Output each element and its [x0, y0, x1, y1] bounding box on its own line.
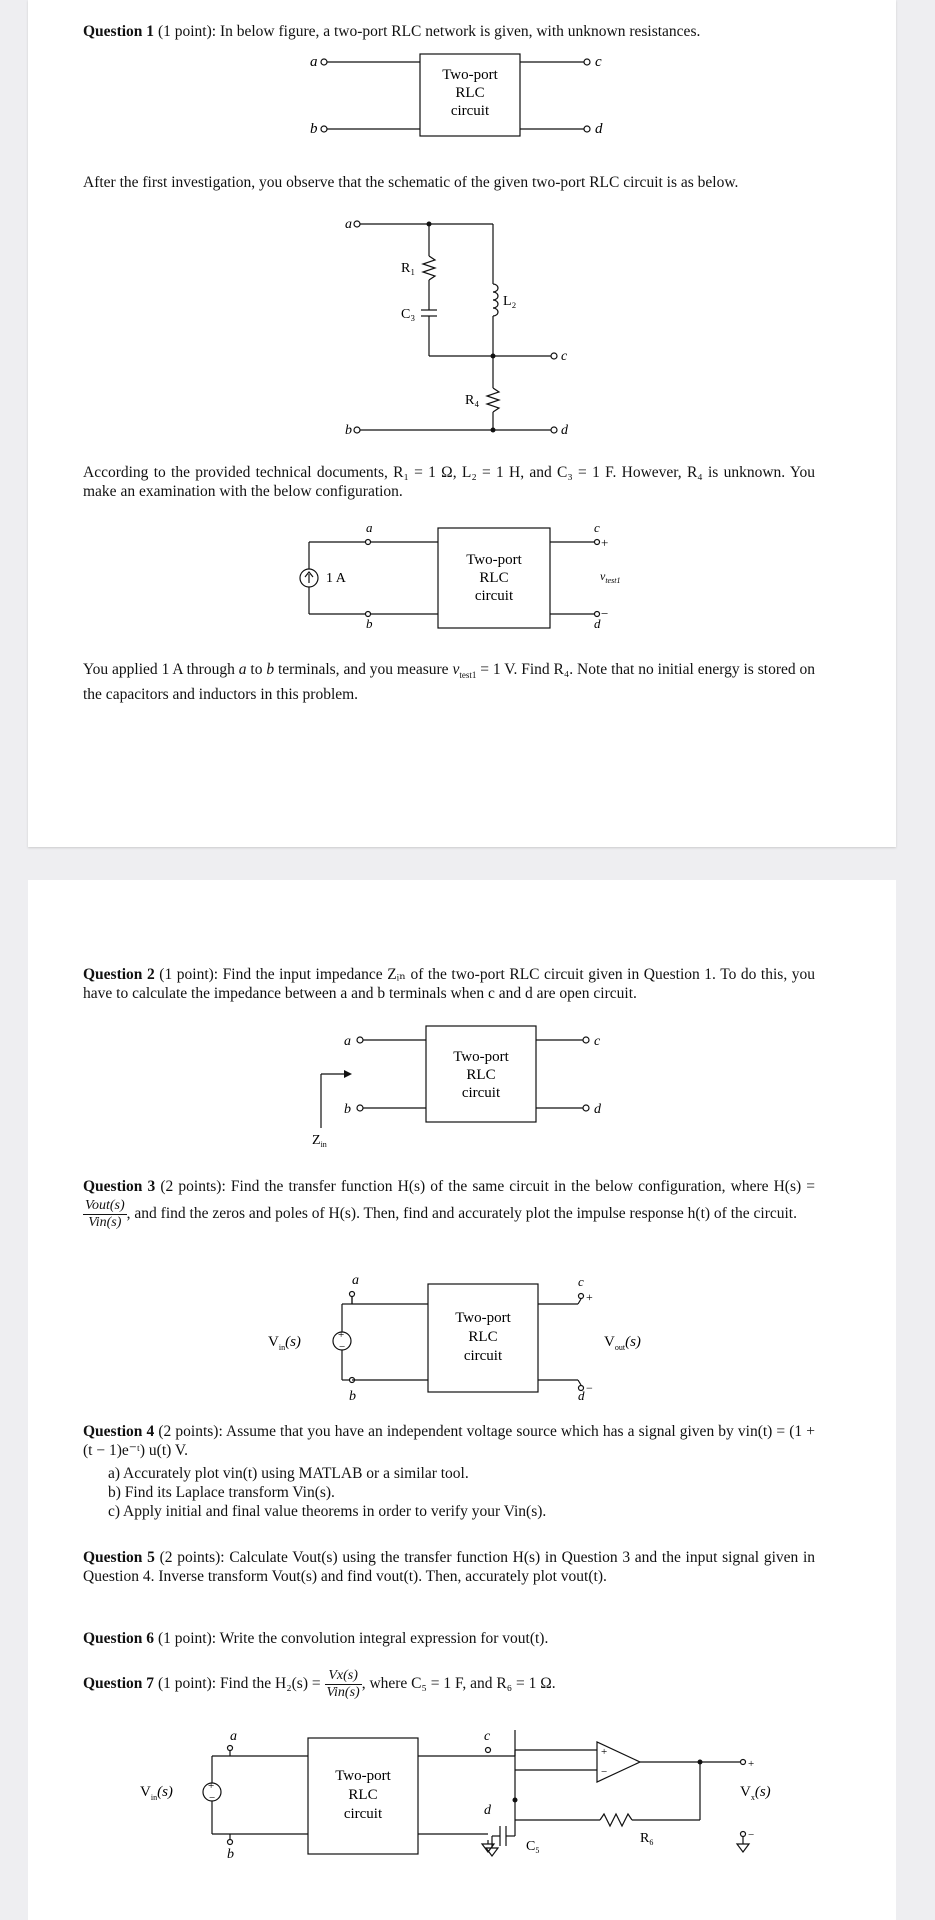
- schematic-terminal-d: d: [561, 423, 568, 438]
- svg-text:b: b: [349, 1389, 356, 1402]
- test-terminal-c: c: [594, 522, 600, 535]
- svg-text:a: a: [230, 1730, 237, 1744]
- test-terminal-d: d: [594, 616, 601, 631]
- plus-sign: +: [601, 535, 609, 550]
- svg-text:−: −: [601, 1766, 608, 1778]
- figure-two-port-basic: [310, 46, 610, 141]
- figure-zin: [308, 1020, 628, 1150]
- box-label-3: circuit: [450, 103, 490, 119]
- q5-statement: Question 5 (2 points): Calculate Vout(s) using the transfer function H(s) in Question 3 and the input signal given in Question 4. Inverse transform Vout(s) and find vout(t). Then, accurately plot vout(t).: [83, 1549, 816, 1585]
- svg-text:c: c: [578, 1274, 584, 1289]
- schematic-terminal-c: c: [561, 349, 568, 364]
- svg-text:RLC: RLC: [348, 1787, 378, 1803]
- svg-text:+: +: [208, 1780, 215, 1792]
- test-terminal-b: b: [366, 616, 373, 631]
- svg-text:RLC: RLC: [468, 1329, 498, 1345]
- svg-text:Two-port: Two-port: [335, 1768, 391, 1784]
- q1-points: (1 point):: [157, 23, 217, 40]
- test-terminal-a: a: [366, 522, 373, 535]
- q4-statement: Question 4 (2 points): Assume that you have an independent voltage source which has a signal given by vin(t) = (1 + (t − 1)e⁻ᵗ) u(t) V.: [83, 1423, 815, 1459]
- r1-label: R₁: [401, 261, 416, 276]
- figure-opamp-config: [140, 1730, 800, 1860]
- q4-item-a: a) Accurately plot vin(t) using MATLAB or a similar tool.: [108, 1465, 469, 1482]
- zin-terminal-c: c: [594, 1034, 601, 1049]
- svg-text:RLC: RLC: [466, 1067, 496, 1083]
- svg-text:−: −: [748, 1829, 755, 1841]
- svg-text:d: d: [484, 1803, 491, 1818]
- svg-text:c: c: [484, 1730, 491, 1744]
- q1-statement: [83, 22, 815, 41]
- zin-terminal-b: b: [344, 1102, 351, 1117]
- q2-statement: Question 2 (1 point): Find the input impedance Zᵢₙ of the two-port RLC circuit given in Question 1. To do this, you have to calculate the impedance between a and b terminals when c and d are open circuit.: [83, 966, 816, 1002]
- vout-label: $V_{out}(s)$: [604, 1334, 641, 1352]
- svg-text:+: +: [748, 1758, 755, 1770]
- box-label-2: RLC: [455, 85, 485, 101]
- svg-text:circuit: circuit: [343, 1806, 383, 1822]
- svg-text:b: b: [227, 1847, 234, 1860]
- r6-label: $R_6$: [640, 1831, 654, 1847]
- svg-text:−: −: [586, 1381, 593, 1395]
- zin-label: $Z_{in}$: [312, 1133, 327, 1149]
- q1-text: In below figure, a two-port RLC network is given, with unknown resistances.: [219, 23, 701, 40]
- test-box-label-3: circuit: [474, 588, 514, 604]
- vx-label: $V_x(s)$: [740, 1784, 771, 1802]
- q7-fraction: $\frac{Vx(s)}{\text{Vin(s)}}$: [326, 1668, 360, 1700]
- q4-item-b: b) Find its Laplace transform Vin(s).: [108, 1484, 335, 1501]
- q1-applied: You applied 1 A through a to b terminals, and you measure $v_{test1} = 1$ V. Find R₄. Note that no initial energy is stored on the capacitors and inductors in this problem.: [83, 661, 816, 704]
- q1-investigation: After the first investigation, you observe that the schematic of the given two-port RLC circuit is as below.: [83, 174, 739, 191]
- svg-text:+: +: [338, 1329, 345, 1341]
- zin-terminal-a: a: [344, 1034, 351, 1049]
- minus-sign: −: [601, 606, 609, 621]
- l2-label: L₂: [503, 294, 517, 309]
- c3-label: C₃: [401, 307, 416, 322]
- c5-label: $C_5$: [526, 1839, 540, 1855]
- zin-terminal-d: d: [594, 1102, 601, 1117]
- terminal-d: d: [595, 121, 603, 137]
- q1-docs: According to the provided technical documents, R₁ = 1 Ω, L₂ = 1 H, and C₃ = 1 F. However, R₄ is unknown. You make an examination with the below configuration.: [83, 464, 815, 500]
- svg-text:d: d: [578, 1388, 585, 1402]
- svg-text:Two-port: Two-port: [453, 1049, 509, 1065]
- terminal-c: c: [595, 54, 602, 70]
- svg-text:−: −: [209, 1792, 216, 1804]
- schematic-terminal-a: a: [345, 217, 352, 232]
- test-box-label-2: RLC: [479, 570, 509, 586]
- q1-heading: Question 1: [83, 23, 155, 40]
- svg-text:+: +: [601, 1746, 608, 1758]
- figure-rlc-schematic: [345, 214, 585, 440]
- svg-text:circuit: circuit: [463, 1348, 503, 1364]
- current-source-label: 1 A: [326, 571, 346, 586]
- terminal-b: b: [310, 121, 318, 137]
- q4-item-c: c) Apply initial and final value theorems in order to verify your Vin(s).: [108, 1503, 547, 1520]
- terminal-a: a: [310, 54, 318, 70]
- figure-transfer-config: [260, 1272, 660, 1402]
- q7-statement: Question 7 (1 point): Find the H₂(s) = $\frac{Vx(s)}{\text{Vin(s)}}$ , where C₅ = 1 F, and R₆ = 1 Ω.: [83, 1668, 556, 1700]
- box-label-1: Two-port: [442, 67, 498, 83]
- test-box-label-1: Two-port: [466, 552, 522, 568]
- q3-fraction: $\frac{\text{Vout(s)}}{\text{Vin(s)}}$: [85, 1198, 125, 1230]
- r4-label: R₄: [465, 393, 480, 408]
- svg-text:Two-port: Two-port: [455, 1310, 511, 1326]
- q6-statement: Question 6 (1 point): Write the convolution integral expression for vout(t).: [83, 1630, 549, 1647]
- figure-test-config: [296, 522, 656, 632]
- vin-label: $V_{in}(s)$: [268, 1334, 301, 1352]
- svg-text:−: −: [339, 1341, 346, 1353]
- svg-text:+: +: [586, 1290, 593, 1304]
- vin-label-q7: $V_{in}(s)$: [140, 1784, 173, 1802]
- q3-statement: Question 3 (2 points): Find the transfer function H(s) of the same circuit in the below configuration, where H(s) = $\frac{\text{Vout(s)}}{\text{Vin(s)}}$ , and find the zeros and poles of H(s). Then, find and accurately plot the impulse response h(t) of the circuit.: [83, 1178, 816, 1230]
- vtest-label: $v_{test1}$: [600, 569, 621, 585]
- svg-text:circuit: circuit: [461, 1085, 501, 1101]
- schematic-terminal-b: b: [345, 423, 352, 438]
- svg-text:a: a: [352, 1273, 359, 1288]
